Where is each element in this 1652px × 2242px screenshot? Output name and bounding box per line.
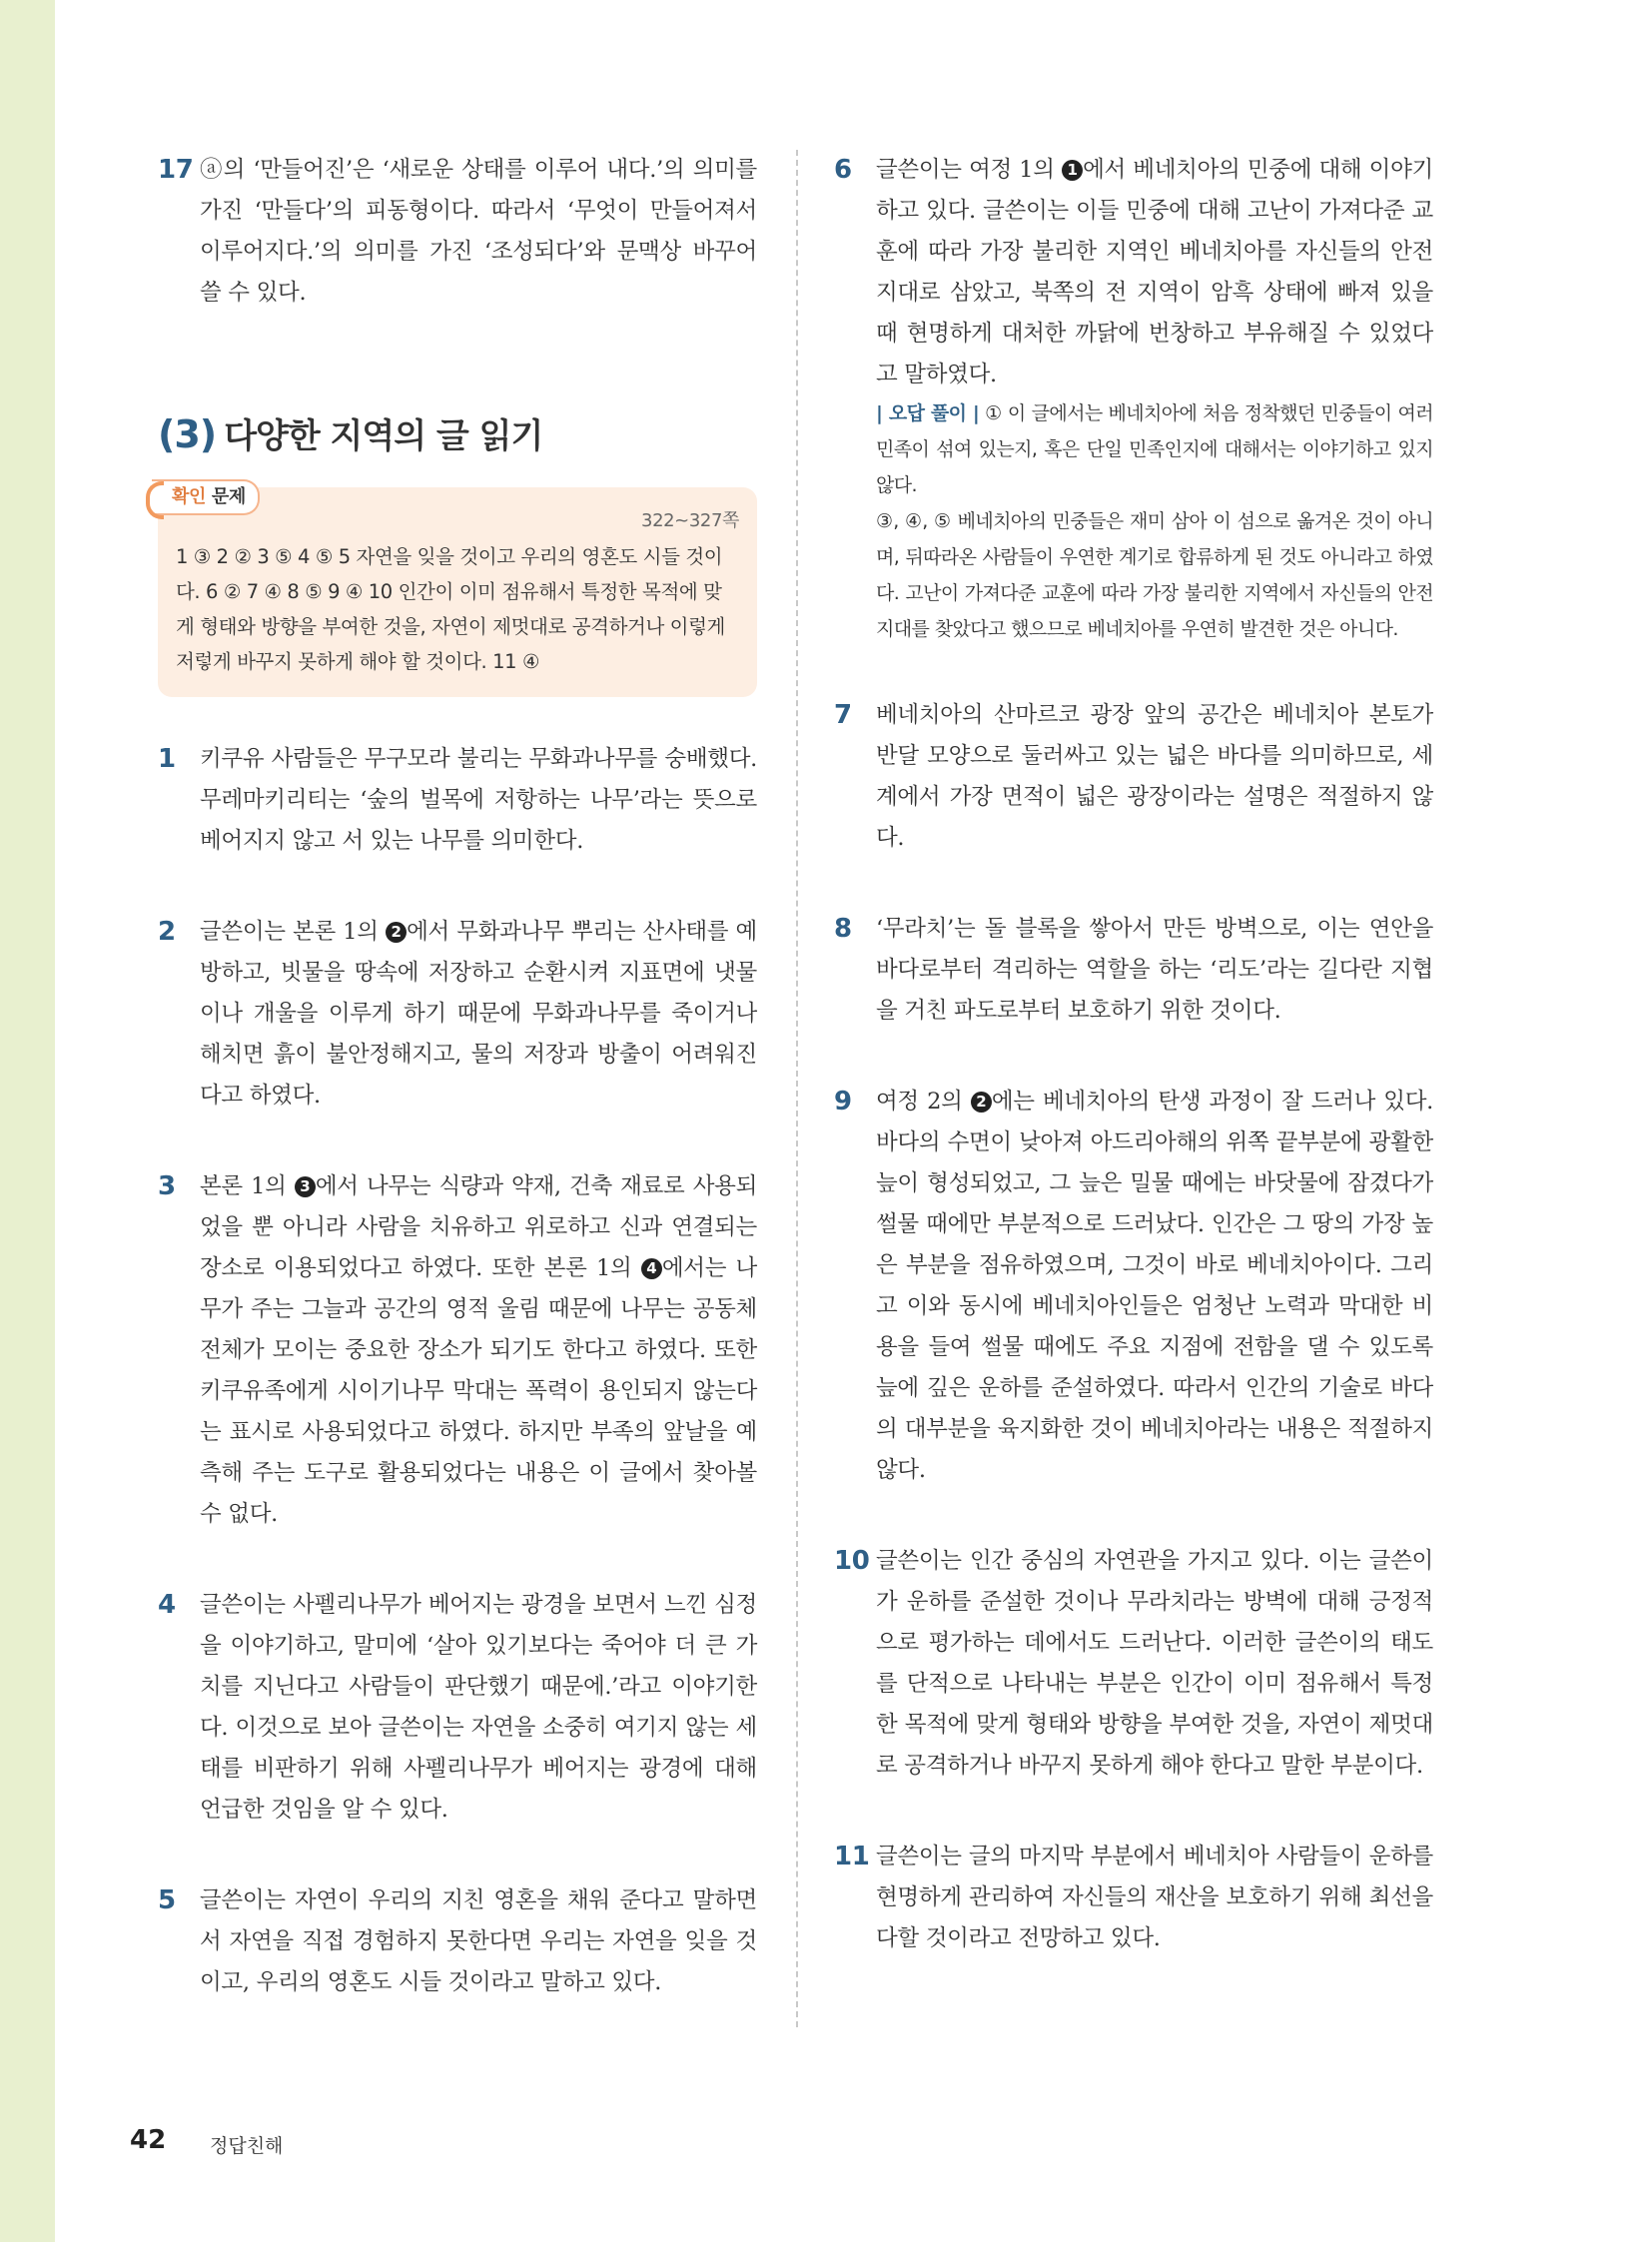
right-column <box>834 150 1433 1959</box>
item-text: 여정 2의 <box>876 1089 971 1115</box>
item-text: 글쓴이는 자연이 우리의 지친 영혼을 채워 준다고 말하면서 자연을 직접 경험하지 못한다면 우리는 자연을 잊을 것이고, 우리의 영혼도 시들 것이라고 말하고 있다. <box>200 1887 757 1995</box>
answer-item-5 <box>158 1880 757 2003</box>
item-text: 본론 1의 <box>200 1173 295 1199</box>
item-number: 5 <box>158 1885 176 1915</box>
section-heading <box>158 408 757 457</box>
item-number: 7 <box>834 700 852 730</box>
confirm-answers: 1 ③ 2 ② 3 ⑤ 4 ⑤ 5 자연을 잊을 것이고 우리의 영혼도 시들 것이다. 6 ② 7 ④ 8 ⑤ 9 ④ 10 인간이 이미 점유해서 특정한 목적에 맞게 형태와 방향을 부여한 것을, 자연이 제멋대로 공격하거나 이렇게 저렇게 바꾸지 못하게 해야 할 것이다. 11 ④ <box>176 545 725 673</box>
answer-item-2 <box>158 912 757 1117</box>
item-number: 2 <box>158 917 176 947</box>
answer-item-4 <box>158 1585 757 1831</box>
section-number: (3) <box>158 412 217 456</box>
confirm-box <box>158 487 757 697</box>
item-text: 키쿠유 사람들은 무구모라 불리는 무화과나무를 숭배했다. 무레마키리티는 ‘숲의 벌목에 저항하는 나무’라는 뜻으로 베어지지 않고 서 있는 나무를 의미한다. <box>200 746 757 854</box>
answer-item-3 <box>158 1166 757 1535</box>
item-number: 11 <box>834 1842 870 1871</box>
column-divider <box>796 150 798 2027</box>
item-text: 글쓴이는 글의 마지막 부분에서 베네치아 사람들이 운하를 현명하게 관리하여 자신들의 재산을 보호하기 위해 최선을 다할 것이라고 전망하고 있다. <box>876 1844 1433 1951</box>
item-text: ‘무라치’는 돌 블록을 쌓아서 만든 방벽으로, 이는 연안을 바다로부터 격리하는 역할을 하는 ‘리도’라는 길다란 지협을 거친 파도로부터 보호하기 위한 것이다. <box>876 916 1433 1024</box>
circled-number-marker: 2 <box>386 922 407 943</box>
item-number: 4 <box>158 1590 176 1620</box>
left-column <box>158 150 757 2003</box>
wrong-answer-tag: | 오답 풀이 | <box>876 402 980 424</box>
item-text-cont: 에서 베네치아의 민중에 대해 이야기하고 있다. 글쓴이는 이들 민중에 대해 고난이 가져다준 교훈에 따라 가장 불리한 지역인 베네치아를 자신들의 안전지대로 삼았고, 북쪽의 전 지역이 암흑 상태에 빠져 있을 때 현명하게 대처한 까닭에 번창하고 부유해질 수 있었다고 말하였다. <box>876 157 1433 387</box>
item-text: 글쓴이는 여정 1의 <box>876 157 1063 183</box>
section-title: 다양한 지역의 글 읽기 <box>224 416 543 456</box>
confirm-badge-label-1: 확인 <box>172 486 206 507</box>
item-text: 글쓴이는 본론 1의 <box>200 919 387 945</box>
answer-item-11 <box>834 1837 1433 1959</box>
answer-item-6 <box>834 150 1433 647</box>
item-text-cont: 에는 베네치아의 탄생 과정이 잘 드러나 있다. 바다의 수면이 낮아져 아드리아해의 위쪽 끝부분에 광활한 늪이 형성되었고, 그 늪은 밀물 때에는 바닷물에 잠겼다가 썰물 때에만 부분적으로 드러났다. 인간은 그 땅의 가장 높은 부분을 점유하였으며, 그것이 바로 베네치아이다. 그리고 이와 동시에 베네치아인들은 엄청난 노력과 막대한 비용을 들여 썰물 때에도 주요 지점에 전함을 댈 수 있도록 늪에 깊은 운하를 준설하였다. 따라서 인간의 기술로 바다의 대부분을 육지화한 것이 베네치아라는 내용은 적절하지 않다. <box>876 1089 1434 1483</box>
item-number: 8 <box>834 914 852 944</box>
page-number: 42 <box>130 2125 167 2155</box>
circled-number-marker: 1 <box>1062 160 1083 181</box>
item-number: 10 <box>834 1546 870 1576</box>
page-range: 322~327쪽 <box>641 510 739 531</box>
item-text-cont: 에서는 나무가 주는 그늘과 공간의 영적 울림 때문에 나무는 공동체 전체가 모이는 중요한 장소가 되기도 한다고 하였다. 또한 키쿠유족에게 시이기나무 막대는 폭력이 용인되지 않는다는 표시로 사용되었다고 하였다. 하지만 부족의 앞날을 예측해 주는 도구로 활용되었다는 내용은 이 글에서 찾아볼 수 없다. <box>200 1255 757 1527</box>
circled-number-marker: 4 <box>641 1258 662 1279</box>
answer-item-9 <box>834 1082 1433 1491</box>
wrong-answer-explanation <box>876 395 1433 503</box>
item-number: 3 <box>158 1171 176 1201</box>
page-sidebar <box>0 0 55 2242</box>
answer-item-7 <box>834 695 1433 859</box>
wrong-answer-explanation-2 <box>876 503 1433 647</box>
item-text: 글쓴이는 사펠리나무가 베어지는 광경을 보면서 느낀 심정을 이야기하고, 말미에 ‘살아 있기보다는 죽어야 더 큰 가치를 지닌다고 사람들이 판단했기 때문에.’라고 이야기한다. 이것으로 보아 글쓴이는 자연을 소중히 여기지 않는 세태를 비판하기 위해 사펠리나무가 베어지는 광경에 대해 언급한 것임을 알 수 있다. <box>200 1592 757 1823</box>
confirm-badge <box>152 479 260 515</box>
wrong-answer-text: ① 이 글에서는 베네치아에 처음 정착했던 민중들이 여러 민족이 섞여 있는지, 혹은 단일 민족인지에 대해서는 이야기하고 있지 않다. <box>876 402 1433 496</box>
item-text-cont: 에서 나무는 식량과 약재, 건축 재료로 사용되었을 뿐 아니라 사람을 치유하고 위로하고 신과 연결되는 장소로 이용되었다고 하였다. 또한 본론 1의 <box>200 1173 758 1281</box>
item-text-cont: 에서 무화과나무 뿌리는 산사태를 예방하고, 빗물을 땅속에 저장하고 순환시켜 지표면에 냇물이나 개울을 이루게 하기 때문에 무화과나무를 죽이거나 해치면 흙이 불안정해지고, 물의 저장과 방출이 어려워진다고 하였다. <box>200 919 757 1109</box>
answer-item-1 <box>158 739 757 862</box>
item-number: 17 <box>158 155 194 185</box>
circled-number-marker: 2 <box>971 1092 992 1113</box>
wrong-answer-text: ③, ④, ⑤ 베네치아의 민중들은 재미 삼아 이 섬으로 옮겨온 것이 아니며, 뒤따라온 사람들이 우연한 계기로 합류하게 된 것도 아니라고 하였다. 고난이 가져다준 교훈에 따라 가장 불리한 지역에서 자신들의 안전지대를 찾았다고 했으므로 베네치아를 우연히 발견한 것은 아니다. <box>876 510 1433 640</box>
item-number: 6 <box>834 155 852 185</box>
item-number: 1 <box>158 744 176 774</box>
answer-item-8 <box>834 909 1433 1032</box>
confirm-badge-label-2: 문제 <box>211 486 246 507</box>
circled-number-marker: 3 <box>295 1176 316 1197</box>
item-number: 9 <box>834 1087 852 1117</box>
item-text: ⓐ의 ‘만들어진’은 ‘새로운 상태를 이루어 내다.’의 의미를 가진 ‘만들다’의 피동형이다. 따라서 ‘무엇이 만들어져서 이루어지다.’의 의미를 가진 ‘조성되다’와 문맥상 바꾸어 쓸 수 있다. <box>200 157 757 306</box>
footer-label: 정답친해 <box>210 2135 284 2157</box>
item-text: 베네치아의 산마르코 광장 앞의 공간은 베네치아 본토가 반달 모양으로 둘러싸고 있는 넓은 바다를 의미하므로, 세계에서 가장 면적이 넓은 광장이라는 설명은 적절하지 않다. <box>876 702 1433 851</box>
answer-item-10 <box>834 1541 1433 1787</box>
item-text: 글쓴이는 인간 중심의 자연관을 가지고 있다. 이는 글쓴이가 운하를 준설한 것이나 무라치라는 방벽에 대해 긍정적으로 평가하는 데에서도 드러난다. 이러한 글쓴이의 태도를 단적으로 나타내는 부분은 인간이 이미 점유해서 특정한 목적에 맞게 형태와 방향을 부여한 것을, 자연이 제멋대로 공격하거나 바꾸지 못하게 해야 한다고 말한 부분이다. <box>876 1548 1433 1779</box>
answer-item-17 <box>158 150 757 314</box>
